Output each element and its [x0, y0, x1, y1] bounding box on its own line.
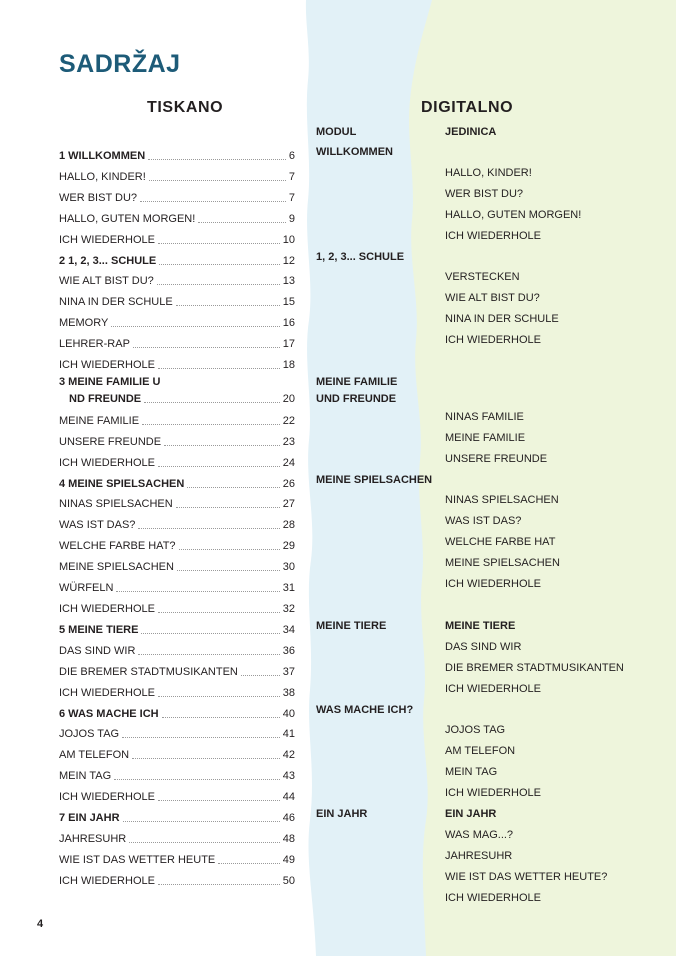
toc-entry-label: 1 WILLKOMMEN [59, 150, 146, 162]
module-entry [316, 376, 397, 406]
unit-entry: WIE ALT BIST DU? [445, 292, 540, 304]
dot-leader [164, 445, 280, 446]
toc-entry [59, 515, 295, 532]
unit-entry: DAS SIND WIR [445, 641, 522, 653]
modul-label: MODUL [316, 126, 357, 138]
toc-page-number: 28 [282, 519, 295, 531]
dot-leader [157, 284, 280, 285]
unit-entry: NINAS SPIELSACHEN [445, 494, 559, 506]
toc-entry-label: ICH WIEDERHOLE [59, 603, 155, 615]
toc-entry-label: 5 MEINE TIERE [59, 624, 139, 636]
toc-entry-label: 4 MEINE SPIELSACHEN [59, 478, 185, 490]
toc-chapter [59, 808, 295, 825]
unit-entry: HALLO, GUTEN MORGEN! [445, 209, 582, 221]
unit-entry: ICH WIEDERHOLE [445, 892, 541, 904]
module-entry: MEINE TIERE [316, 620, 387, 632]
toc-entry-label: WIE IST DAS WETTER HEUTE [59, 854, 216, 866]
toc-chapter [59, 251, 295, 268]
toc-page-number: 12 [282, 255, 295, 267]
dot-leader [158, 800, 280, 801]
toc-entry-label: ICH WIEDERHOLE [59, 234, 155, 246]
toc-entry-label: ICH WIEDERHOLE [59, 875, 155, 887]
toc-entry [59, 453, 295, 470]
toc-entry-label: 7 EIN JAHR [59, 812, 120, 824]
toc-entry-label: LEHRER-RAP [59, 338, 130, 350]
toc-entry [59, 745, 295, 762]
toc-chapter [59, 474, 295, 491]
toc-entry-label: ICH WIEDERHOLE [59, 359, 155, 371]
toc-entry [59, 536, 295, 553]
page-title: SADRŽAJ [59, 50, 181, 78]
unit-entry: UNSERE FREUNDE [445, 453, 548, 465]
toc-entry-label: WAS IST DAS? [59, 519, 136, 531]
toc-page-number: 7 [288, 192, 295, 204]
unit-entry: MEINE SPIELSACHEN [445, 557, 560, 569]
toc-page-number: 29 [282, 540, 295, 552]
module-entry: 1, 2, 3... SCHULE [316, 251, 405, 263]
unit-entry: ICH WIEDERHOLE [445, 230, 541, 242]
unit-entry: NINAS FAMILIE [445, 411, 524, 423]
toc-entry-label: DAS SIND WIR [59, 645, 136, 657]
toc-page-number: 15 [282, 296, 295, 308]
module-entry: WILLKOMMEN [316, 146, 393, 158]
toc-entry-label: WÜRFELN [59, 582, 114, 594]
dot-leader [116, 591, 279, 592]
toc-page-number: 31 [282, 582, 295, 594]
toc-page-number: 43 [282, 770, 295, 782]
dot-leader [198, 222, 286, 223]
toc-entry [59, 230, 295, 247]
module-entry: MEINE SPIELSACHEN [316, 474, 433, 486]
toc-entry-label: DIE BREMER STADTMUSIKANTEN [59, 666, 238, 678]
dot-leader [159, 264, 280, 265]
unit-entry: WER BIST DU? [445, 188, 524, 200]
toc-entry [59, 355, 295, 372]
dot-leader [158, 368, 280, 369]
dot-leader [144, 402, 280, 403]
toc-entry-line [59, 393, 295, 406]
dot-leader [133, 347, 280, 348]
toc-entry-label: NINA IN DER SCHULE [59, 296, 173, 308]
toc-chapter [59, 620, 295, 637]
dot-leader [149, 180, 286, 181]
dot-leader [158, 466, 280, 467]
toc-page-number: 37 [282, 666, 295, 678]
jedinica-label: JEDINICA [445, 126, 497, 138]
toc-page-number: 26 [282, 478, 295, 490]
dot-leader [123, 821, 280, 822]
toc-page-number: 34 [282, 624, 295, 636]
toc-entry [59, 188, 295, 205]
toc-entry-label: HALLO, GUTEN MORGEN! [59, 213, 196, 225]
toc-page-number: 36 [282, 645, 295, 657]
unit-entry: WELCHE FARBE HAT [445, 536, 556, 548]
toc-entry [59, 724, 295, 741]
toc-entry [59, 578, 295, 595]
toc-entry [59, 271, 295, 288]
toc-entry-label: 2 1, 2, 3... SCHULE [59, 255, 157, 267]
toc-page-number: 30 [282, 561, 295, 573]
unit-entry: JAHRESUHR [445, 850, 513, 862]
unit-entry: WAS MAG...? [445, 829, 514, 841]
toc-page-number: 10 [282, 234, 295, 246]
toc-entry-label: NINAS SPIELSACHEN [59, 498, 173, 510]
toc-entry [59, 313, 295, 330]
toc-entry [59, 411, 295, 428]
toc-entry-label: ICH WIEDERHOLE [59, 791, 155, 803]
toc-page-number: 44 [282, 791, 295, 803]
toc-entry-label: HALLO, KINDER! [59, 171, 146, 183]
toc-entry [59, 683, 295, 700]
dot-leader [122, 737, 280, 738]
toc-entry [59, 871, 295, 888]
toc-entry [59, 292, 295, 309]
toc-page-number: 49 [282, 854, 295, 866]
toc-page-number: 18 [282, 359, 295, 371]
toc-page-number: 6 [288, 150, 295, 162]
toc-entry [59, 850, 295, 867]
toc-entry [59, 167, 295, 184]
dot-leader [241, 675, 280, 676]
dot-leader [148, 159, 286, 160]
toc-page-number: 23 [282, 436, 295, 448]
toc-entry [59, 766, 295, 783]
dot-leader [138, 528, 279, 529]
toc-page-number: 24 [282, 457, 295, 469]
toc-entry-label: MEINE SPIELSACHEN [59, 561, 174, 573]
module-label: MEINE FAMILIE [316, 376, 398, 388]
toc-page-number: 50 [282, 875, 295, 887]
toc-entry-label: WER BIST DU? [59, 192, 138, 204]
toc-page-number: 27 [282, 498, 295, 510]
toc-page-number: 42 [282, 749, 295, 761]
dot-leader [179, 549, 280, 550]
toc-entry-label: MEIN TAG [59, 770, 112, 782]
dot-leader [162, 717, 280, 718]
toc-page-number: 16 [282, 317, 295, 329]
toc-page-number: 41 [282, 728, 295, 740]
dot-leader [138, 654, 279, 655]
toc-entry-label: 3 MEINE FAMILIE U [59, 376, 161, 388]
dot-leader [129, 842, 280, 843]
unit-entry: WAS IST DAS? [445, 515, 522, 527]
toc-entry-label: ICH WIEDERHOLE [59, 687, 155, 699]
dot-leader [111, 326, 279, 327]
toc-page-number: 46 [282, 812, 295, 824]
toc-entry-label: 6 WAS MACHE ICH [59, 708, 159, 720]
dot-leader [132, 758, 280, 759]
unit-entry: ICH WIEDERHOLE [445, 578, 541, 590]
module-label-cont: UND FREUNDE [316, 393, 397, 405]
unit-entry: MEINE FAMILIE [445, 432, 526, 444]
dot-leader [158, 243, 280, 244]
unit-entry: MEINE TIERE [445, 620, 516, 632]
toc-entry [59, 599, 295, 616]
unit-entry: ICH WIEDERHOLE [445, 683, 541, 695]
unit-entry: ICH WIEDERHOLE [445, 334, 541, 346]
dot-leader [141, 633, 279, 634]
dot-leader [218, 863, 279, 864]
toc-entry-label: WELCHE FARBE HAT? [59, 540, 176, 552]
module-entry: WAS MACHE ICH? [316, 704, 414, 716]
toc-page-number: 17 [282, 338, 295, 350]
toc-entry [59, 334, 295, 351]
toc-entry-label: WIE ALT BIST DU? [59, 275, 154, 287]
toc-page-number: 20 [282, 393, 295, 405]
unit-entry: WIE IST DAS WETTER HEUTE? [445, 871, 608, 883]
toc-entry [59, 376, 295, 406]
unit-entry: JOJOS TAG [445, 724, 506, 736]
dot-leader [158, 696, 280, 697]
toc-page-number: 38 [282, 687, 295, 699]
toc-page-number: 9 [288, 213, 295, 225]
toc-entry-label: JAHRESUHR [59, 833, 127, 845]
unit-entry: DIE BREMER STADTMUSIKANTEN [445, 662, 624, 674]
dot-leader [158, 884, 280, 885]
dot-leader [177, 570, 280, 571]
unit-entry: AM TELEFON [445, 745, 516, 757]
toc-entry-label: AM TELEFON [59, 749, 130, 761]
toc-page-number: 13 [282, 275, 295, 287]
unit-entry: VERSTECKEN [445, 271, 520, 283]
toc-entry [59, 662, 295, 679]
toc-entry [59, 557, 295, 574]
toc-entry [59, 432, 295, 449]
toc-entry [59, 641, 295, 658]
dot-leader [176, 507, 280, 508]
toc-page-number: 40 [282, 708, 295, 720]
toc-entry-label: UNSERE FREUNDE [59, 436, 162, 448]
toc-entry-label: MEINE FAMILIE [59, 415, 140, 427]
toc-chapter [59, 146, 295, 163]
module-entry: EIN JAHR [316, 808, 368, 820]
dot-leader [140, 201, 286, 202]
toc-chapter [59, 704, 295, 721]
page-number: 4 [37, 918, 44, 930]
toc-entry-label-cont: ND FREUNDE [69, 393, 142, 405]
dot-leader [158, 612, 280, 613]
unit-entry: ICH WIEDERHOLE [445, 787, 541, 799]
toc-entry-label: JOJOS TAG [59, 728, 120, 740]
dot-leader [176, 305, 280, 306]
dot-leader [114, 779, 280, 780]
dot-leader [142, 424, 280, 425]
toc-page-number: 32 [282, 603, 295, 615]
dot-leader [187, 487, 279, 488]
toc-page-number: 7 [288, 171, 295, 183]
toc-page-number: 48 [282, 833, 295, 845]
toc-entry-label: MEMORY [59, 317, 109, 329]
toc-page-number: 22 [282, 415, 295, 427]
unit-entry: EIN JAHR [445, 808, 497, 820]
printed-heading: TISKANO [147, 99, 224, 116]
toc-entry-label: ICH WIEDERHOLE [59, 457, 155, 469]
unit-entry: NINA IN DER SCHULE [445, 313, 559, 325]
toc-entry [59, 787, 295, 804]
digital-heading: DIGITALNO [421, 99, 514, 116]
unit-entry: HALLO, KINDER! [445, 167, 532, 179]
unit-entry: MEIN TAG [445, 766, 498, 778]
toc-entry [59, 209, 295, 226]
toc-entry [59, 829, 295, 846]
toc-entry [59, 494, 295, 511]
